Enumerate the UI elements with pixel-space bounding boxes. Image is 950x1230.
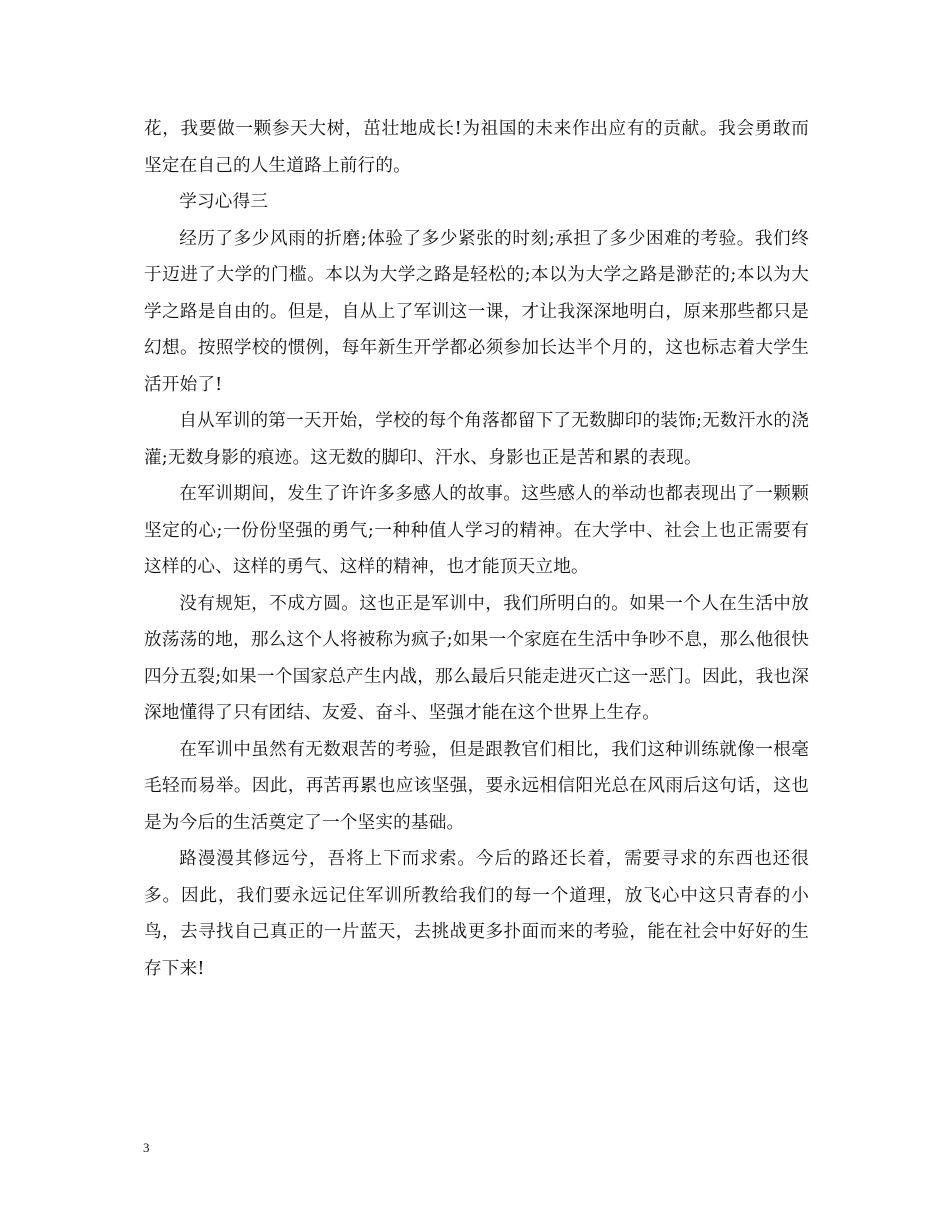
document-body — [144, 111, 809, 987]
paragraph: 路漫漫其修远兮，吾将上下而求索。今后的路还长着，需要寻求的东西也还很多。因此，我们要永远记住军训所教给我们的每一个道理，放飞心中这只青春的小鸟，去寻找自己真正的一片蓝天，去挑战更多扑面而来的考验，能在社会中好好的生存下来! — [144, 849, 809, 979]
section-heading: 学习心得三 — [179, 192, 269, 212]
paragraph-continuation: 花，我要做一颗参天大树，茁壮地成长!为祖国的未来作出应有的贡献。我会勇敢而坚定在自己的人生道路上前行的。 — [144, 119, 809, 176]
paragraph: 在军训期间，发生了许许多多感人的故事。这些感人的举动也都表现出了一颗颗坚定的心;一份份坚强的勇气;一种种值人学习的精神。在大学中、社会上也正需要有这样的心、这样的勇气、这样的精神，也才能顶天立地。 — [144, 484, 809, 577]
paragraph: 没有规矩，不成方圆。这也正是军训中，我们所明白的。如果一个人在生活中放放荡荡的地，那么这个人将被称为疯子;如果一个家庭在生活中争吵不息，那么他很快四分五裂;如果一个国家总产生内战，那么最后只能走进灭亡这一恶门。因此，我也深深地懂得了只有团结、友爱、奋斗、坚强才能在这个世界上生存。 — [144, 593, 809, 723]
page-number: 3 — [143, 1140, 150, 1155]
paragraph: 在军训中虽然有无数艰苦的考验，但是跟教官们相比，我们这种训练就像一根毫毛轻而易举。因此，再苦再累也应该坚强，要永远相信阳光总在风雨后这句话，这也是为今后的生活奠定了一个坚实的基础。 — [144, 739, 809, 833]
paragraph: 自从军训的第一天开始，学校的每个角落都留下了无数脚印的装饰;无数汗水的浇灌;无数身影的痕迹。这无数的脚印、汗水、身影也正是苦和累的表现。 — [144, 411, 809, 468]
paragraph: 经历了多少风雨的折磨;体验了多少紧张的时刻;承担了多少困难的考验。我们终于迈进了大学的门槛。本以为大学之路是轻松的;本以为大学之路是渺茫的;本以为大学之路是自由的。但是，自从上了军训这一课，才让我深深地明白，原来那些都只是幻想。按照学校的惯例，每年新生开学都必须参加长达半个月的，这也标志着大学生活开始了! — [144, 228, 809, 395]
